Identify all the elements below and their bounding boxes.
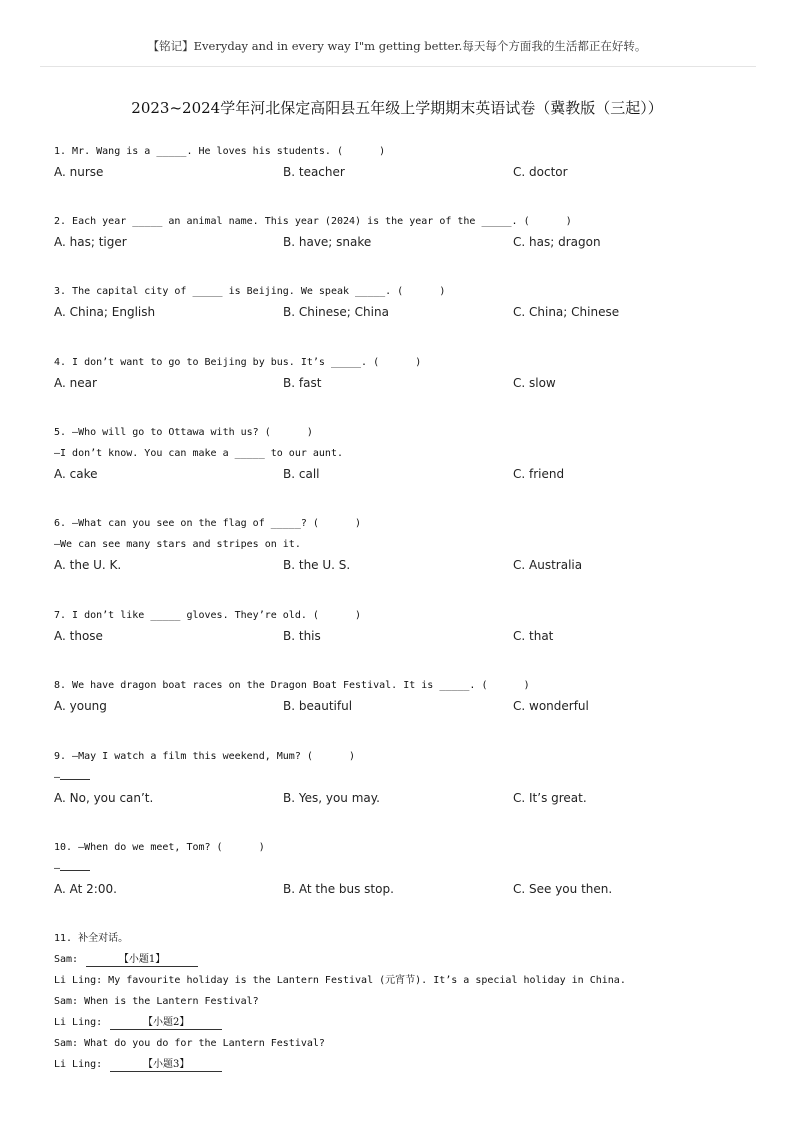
option-b[interactable]: B. fast (283, 376, 322, 390)
question-stem: 8. We have dragon boat races on the Dragon Boat Festival. It is _____. ( ) (54, 680, 530, 691)
question-5 (54, 422, 754, 485)
option-c[interactable]: C. China; Chinese (513, 305, 620, 319)
question-8 (54, 675, 754, 717)
option-c[interactable]: C. friend (513, 467, 565, 481)
option-c[interactable]: C. slow (513, 376, 556, 390)
option-a[interactable]: A. has; tiger (54, 235, 127, 249)
dialogue-line-5: Sam: What do you do for the Lantern Festival? (54, 1038, 325, 1049)
option-c[interactable]: C. Australia (513, 558, 583, 572)
question-4 (54, 352, 754, 394)
answer-blank[interactable] (60, 870, 90, 871)
question-stem: 2. Each year _____ an animal name. This year (2024) is the year of the _____. ( ) (54, 216, 572, 227)
option-b[interactable]: B. have; snake (283, 235, 372, 249)
question-stem-reply: —I don’t know. You can make a _____ to our aunt. (54, 448, 343, 459)
speaker-label: Li Ling: (54, 1017, 103, 1028)
question-stem: 10. —When do we meet, Tom? ( ) (54, 842, 265, 853)
page-header-motto: 【铭记】Everyday and in every way I"m getting better.每天每个方面我的生活都正在好转。 (147, 39, 647, 53)
option-a[interactable]: A. near (54, 376, 97, 390)
blank-3[interactable]: 【小题3】 (110, 1058, 222, 1072)
dialogue-line-6 (54, 1054, 754, 1075)
option-c[interactable]: C. doctor (513, 165, 568, 179)
option-b[interactable]: B. the U. S. (283, 558, 351, 572)
answer-line (54, 858, 754, 879)
question-9 (54, 746, 754, 809)
question-11-dialogue (54, 928, 754, 1075)
option-a[interactable]: A. the U. K. (54, 558, 122, 572)
option-b[interactable]: B. teacher (283, 165, 345, 179)
option-a[interactable]: A. nurse (54, 165, 104, 179)
question-stem: 5. —Who will go to Ottawa with us? ( ) (54, 427, 313, 438)
header-divider (40, 66, 756, 67)
option-c[interactable]: C. See you then. (513, 882, 613, 896)
question-7 (54, 605, 754, 647)
option-a[interactable]: A. cake (54, 467, 98, 481)
dialogue-heading: 11. 补全对话。 (54, 933, 129, 944)
option-a[interactable]: A. those (54, 629, 103, 643)
option-a[interactable]: A. At 2:00. (54, 882, 117, 896)
question-2 (54, 211, 754, 253)
question-stem-reply: —We can see many stars and stripes on it. (54, 539, 301, 550)
option-b[interactable]: B. Chinese; China (283, 305, 389, 319)
question-stem: 6. —What can you see on the flag of _____? ( ) (54, 518, 362, 529)
exam-title: 2023~2024学年河北保定高阳县五年级上学期期末英语试卷（冀教版（三起）） (131, 99, 663, 117)
blank-1[interactable]: 【小题1】 (86, 953, 198, 967)
option-c[interactable]: C. It’s great. (513, 791, 587, 805)
blank-2[interactable]: 【小题2】 (110, 1016, 222, 1030)
option-c[interactable]: C. wonderful (513, 699, 589, 713)
speaker-label: Li Ling: (54, 1059, 103, 1070)
dialogue-line-1 (54, 949, 754, 970)
option-c[interactable]: C. that (513, 629, 554, 643)
option-a[interactable]: A. No, you can’t. (54, 791, 154, 805)
question-stem: 9. —May I watch a film this weekend, Mum? ( ) (54, 751, 356, 762)
question-stem: 7. I don’t like _____ gloves. They’re old. ( ) (54, 610, 362, 621)
option-b[interactable]: B. Yes, you may. (283, 791, 380, 805)
question-6 (54, 513, 754, 576)
dialogue-line-4 (54, 1012, 754, 1033)
option-b[interactable]: B. this (283, 629, 321, 643)
dialogue-line-3: Sam: When is the Lantern Festival? (54, 996, 259, 1007)
option-b[interactable]: B. beautiful (283, 699, 353, 713)
option-c[interactable]: C. has; dragon (513, 235, 601, 249)
dialogue-line-2: Li Ling: My favourite holiday is the Lantern Festival (元宵节). It’s a special holiday in China. (54, 975, 626, 986)
question-10 (54, 837, 754, 900)
question-stem: 1. Mr. Wang is a _____. He loves his students. ( ) (54, 146, 386, 157)
question-1 (54, 141, 754, 183)
answer-dash: — (54, 772, 61, 783)
answer-blank[interactable] (60, 779, 90, 780)
question-3 (54, 281, 754, 323)
answer-dash: — (54, 863, 61, 874)
question-stem: 3. The capital city of _____ is Beijing. We speak _____. ( ) (54, 286, 446, 297)
question-stem: 4. I don’t want to go to Beijing by bus. It’s _____. ( ) (54, 357, 422, 368)
option-b[interactable]: B. call (283, 467, 320, 481)
option-a[interactable]: A. young (54, 699, 107, 713)
speaker-label: Sam: (54, 954, 79, 965)
answer-line (54, 767, 754, 788)
option-a[interactable]: A. China; English (54, 305, 156, 319)
option-b[interactable]: B. At the bus stop. (283, 882, 394, 896)
